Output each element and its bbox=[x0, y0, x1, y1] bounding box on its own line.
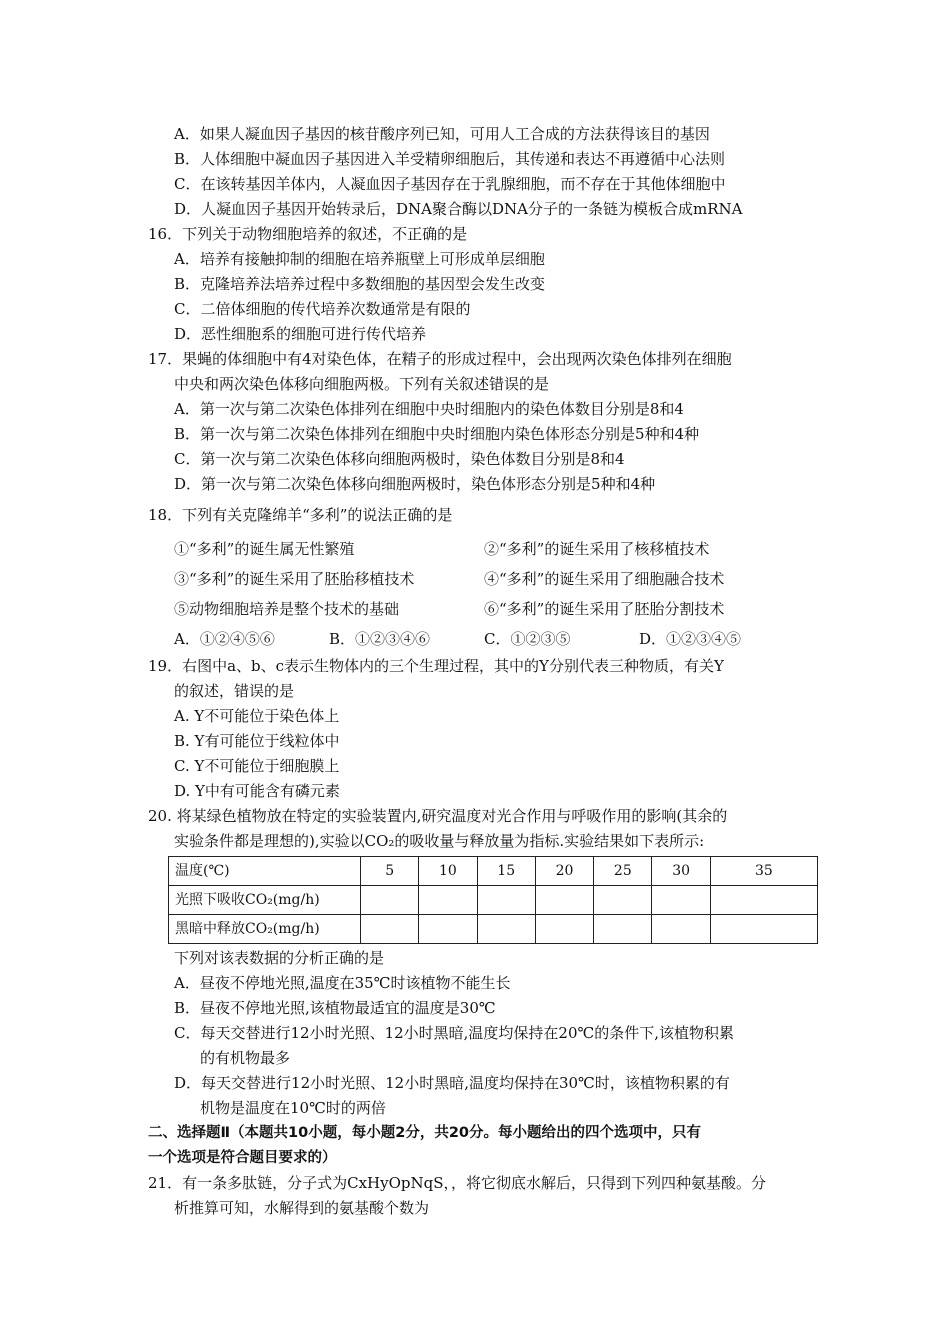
q17-option-a: A．第一次与第二次染色体排列在细胞中央时细胞内的染色体数目分别是8和4 bbox=[174, 400, 684, 418]
table-cell bbox=[594, 915, 652, 944]
q16-option-b: B．克隆培养法培养过程中多数细胞的基因型会发生改变 bbox=[174, 275, 546, 293]
table-cell bbox=[710, 915, 817, 944]
q15-option-c: C．在该转基因羊体内，人凝血因子基因存在于乳腺细胞，而不存在于其他体细胞中 bbox=[174, 175, 726, 193]
table-cell bbox=[419, 886, 477, 915]
table-cell bbox=[594, 886, 652, 915]
section2-heading-line2: 一个选项是符合题目要求的） bbox=[148, 1150, 337, 1166]
table-row bbox=[169, 857, 818, 886]
q19-stem-line2: 的叙述，错误的是 bbox=[174, 682, 295, 700]
table-temp-cell: 30 bbox=[652, 857, 710, 886]
q19-option-c: C. Y不可能位于细胞膜上 bbox=[174, 757, 340, 775]
q15-option-b: B．人体细胞中凝血因子基因进入羊受精卵细胞后，其传递和表达不再遵循中心法则 bbox=[174, 150, 726, 168]
q18-answer-d: D．①②③④⑤ bbox=[639, 629, 742, 648]
q18-items-row2 bbox=[148, 564, 818, 594]
q20-stem-line2: 实验条件都是理想的),实验以CO₂的吸收量与释放量为指标.实验结果如下表所示: bbox=[174, 832, 705, 850]
q18-item-6: ⑥“多利”的诞生采用了胚胎分割技术 bbox=[484, 599, 725, 618]
table-cell bbox=[419, 915, 477, 944]
q20-option-b: B．昼夜不停地光照,该植物最适宜的温度是30℃ bbox=[174, 999, 496, 1017]
table-cell bbox=[477, 886, 535, 915]
table-temp-cell: 35 bbox=[710, 857, 817, 886]
table-cell bbox=[710, 886, 817, 915]
table-cell bbox=[535, 886, 593, 915]
table-cell bbox=[477, 915, 535, 944]
q17-option-d: D．第一次与第二次染色体移向细胞两极时，染色体形态分别是5种和4种 bbox=[174, 475, 656, 493]
table-cell bbox=[652, 915, 710, 944]
q18-item-2: ②“多利”的诞生采用了核移植技术 bbox=[484, 539, 710, 558]
q16-option-c: C．二倍体细胞的传代培养次数通常是有限的 bbox=[174, 300, 471, 318]
q20-data-table bbox=[168, 856, 818, 944]
q15-option-a: A．如果人凝血因子基因的核苷酸序列已知，可用人工合成的方法获得该目的基因 bbox=[174, 125, 710, 143]
table-row-label-dark: 黑暗中释放CO₂(mg/h) bbox=[169, 915, 361, 944]
q18-items-row1 bbox=[148, 534, 818, 564]
q20-option-c-line2: 的有机物最多 bbox=[200, 1049, 291, 1067]
table-cell bbox=[652, 886, 710, 915]
table-temp-cell: 10 bbox=[419, 857, 477, 886]
q19-stem-line1: 19．右图中a、b、c表示生物体内的三个生理过程，其中的Y分别代表三种物质，有关Y bbox=[148, 657, 724, 675]
q16-option-a: A．培养有接触抑制的细胞在培养瓶壁上可形成单层细胞 bbox=[174, 250, 545, 268]
q20-option-d-line1: D．每天交替进行12小时光照、12小时黑暗,温度均保持在30℃时，该植物积累的有 bbox=[174, 1074, 730, 1092]
table-row bbox=[169, 915, 818, 944]
q16-option-d: D．恶性细胞系的细胞可进行传代培养 bbox=[174, 325, 427, 343]
q19-option-b: B. Y有可能位于线粒体中 bbox=[174, 732, 340, 750]
table-cell bbox=[535, 915, 593, 944]
table-header-temperature: 温度(℃) bbox=[169, 857, 361, 886]
q17-stem-line1: 17．果蝇的体细胞中有4对染色体，在精子的形成过程中，会出现两次染色体排列在细胞 bbox=[148, 350, 732, 368]
table-row bbox=[169, 886, 818, 915]
q18-item-3: ③“多利”的诞生采用了胚胎移植技术 bbox=[174, 569, 415, 588]
q18-items-row3 bbox=[148, 594, 818, 624]
q18-answer-b: B．①②③④⑥ bbox=[329, 629, 431, 648]
section2-heading-line1: 二、选择题Ⅱ（本题共10小题，每小题2分，共20分。每小题给出的四个选项中，只有 bbox=[148, 1125, 701, 1141]
q19-option-d: D. Y中有可能含有磷元素 bbox=[174, 782, 340, 800]
q20-option-a: A．昼夜不停地光照,温度在35℃时该植物不能生长 bbox=[174, 974, 511, 992]
q17-option-b: B．第一次与第二次染色体排列在细胞中央时细胞内染色体形态分别是5种和4种 bbox=[174, 425, 700, 443]
table-cell bbox=[361, 915, 419, 944]
q15-option-d: D．人凝血因子基因开始转录后，DNA聚合酶以DNA分子的一条链为模板合成mRNA bbox=[174, 200, 743, 218]
table-temp-cell: 15 bbox=[477, 857, 535, 886]
table-cell bbox=[361, 886, 419, 915]
exam-page bbox=[148, 122, 818, 1221]
table-temp-cell: 20 bbox=[535, 857, 593, 886]
table-row-label-light: 光照下吸收CO₂(mg/h) bbox=[169, 886, 361, 915]
q20-option-d-line2: 机物是温度在10℃时的两倍 bbox=[200, 1099, 386, 1117]
q18-stem: 18．下列有关克隆绵羊“多利”的说法正确的是 bbox=[148, 506, 453, 524]
q17-option-c: C．第一次与第二次染色体移向细胞两极时，染色体数目分别是8和4 bbox=[174, 450, 625, 468]
q20-stem-line1: 20. 将某绿色植物放在特定的实验装置内,研究温度对光合作用与呼吸作用的影响(其余的 bbox=[148, 807, 728, 825]
table-temp-cell: 25 bbox=[594, 857, 652, 886]
q20-option-c-line1: C．每天交替进行12小时光照、12小时黑暗,温度均保持在20℃的条件下,该植物积累 bbox=[174, 1024, 735, 1042]
q16-stem: 16．下列关于动物细胞培养的叙述，不正确的是 bbox=[148, 225, 468, 243]
q19-option-a: A. Y不可能位于染色体上 bbox=[174, 707, 340, 725]
q18-item-4: ④“多利”的诞生采用了细胞融合技术 bbox=[484, 569, 725, 588]
q18-answer-a: A．①②④⑤⑥ bbox=[174, 629, 275, 648]
q18-answers bbox=[148, 624, 818, 654]
q20-after-table: 下列对该表数据的分析正确的是 bbox=[174, 949, 385, 967]
q18-answer-c: C．①②③⑤ bbox=[484, 629, 571, 648]
q21-stem-line2: 析推算可知，水解得到的氨基酸个数为 bbox=[174, 1199, 430, 1217]
table-temp-cell: 5 bbox=[361, 857, 419, 886]
q18-item-1: ①“多利”的诞生属无性繁殖 bbox=[174, 539, 355, 558]
q21-stem-line1: 21．有一条多肽链，分子式为CxHyOpNqS，，将它彻底水解后，只得到下列四种氨基酸。分 bbox=[148, 1174, 766, 1192]
q17-stem-line2: 中央和两次染色体移向细胞两极。下列有关叙述错误的是 bbox=[174, 375, 550, 393]
q18-item-5: ⑤动物细胞培养是整个技术的基础 bbox=[174, 599, 400, 618]
